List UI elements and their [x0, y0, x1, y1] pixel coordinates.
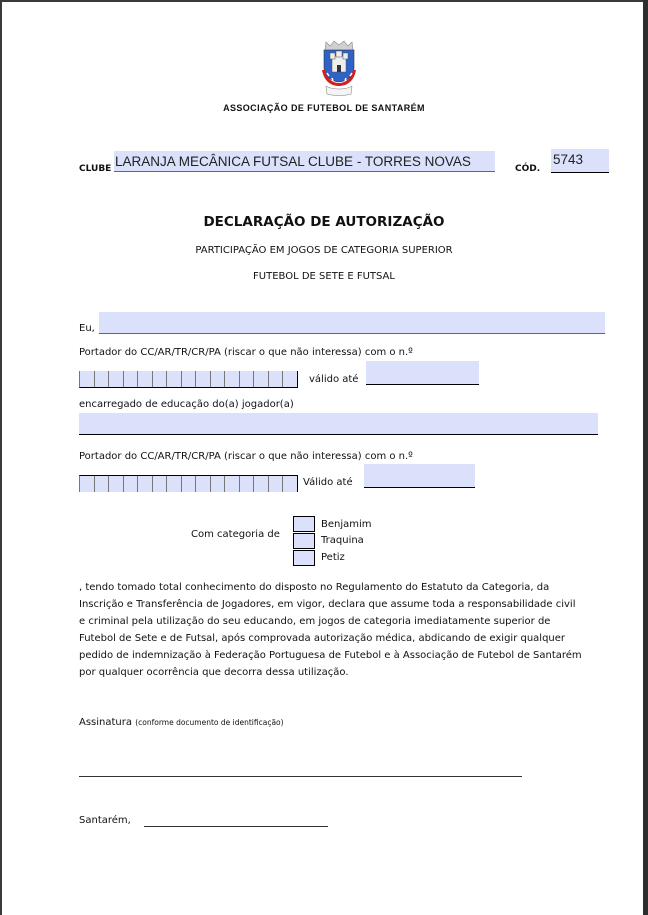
- id-document-label-2: Portador do CC/AR/TR/CR/PA (riscar o que não interessa) com o n.º: [79, 451, 413, 462]
- id-digit-box[interactable]: [80, 371, 95, 387]
- category-label: Com categoria de: [191, 529, 280, 540]
- id-digit-box[interactable]: [124, 371, 139, 387]
- id-digit-box[interactable]: [167, 476, 182, 492]
- club-underline: [114, 171, 495, 172]
- club-label: CLUBE: [79, 164, 112, 174]
- valid-until-field-1[interactable]: [366, 361, 479, 385]
- id-digit-box[interactable]: [225, 476, 240, 492]
- id-digit-box[interactable]: [283, 476, 298, 492]
- id-digit-box[interactable]: [95, 371, 110, 387]
- id-digit-box[interactable]: [225, 371, 240, 387]
- document-subtitle-1: PARTICIPAÇÃO EM JOGOS DE CATEGORIA SUPERIOR: [195, 245, 453, 256]
- eu-label: Eu,: [79, 323, 95, 334]
- declaration-paragraph: [79, 579, 601, 681]
- id-digit-box[interactable]: [138, 476, 153, 492]
- document-subtitle-2: FUTEBOL DE SETE E FUTSAL: [253, 271, 395, 282]
- window-top-border: [0, 0, 648, 2]
- valid-until-field-2[interactable]: [364, 464, 475, 488]
- signature-line[interactable]: [79, 776, 522, 777]
- id-digit-box[interactable]: [109, 476, 124, 492]
- signature-label-text: Assinatura: [79, 717, 133, 728]
- signature-note: (conforme documento de identificação): [135, 718, 284, 727]
- date-line[interactable]: [144, 826, 328, 827]
- declaration-line: Inscrição e Transferência de Jogadores, em vigor, declara que assume toda a responsabilidade civil: [79, 599, 576, 610]
- category-option-petiz: Petiz: [321, 552, 345, 563]
- id-digit-box[interactable]: [124, 476, 139, 492]
- category-checkbox-traquina[interactable]: [293, 533, 315, 549]
- id-digit-box[interactable]: [182, 476, 197, 492]
- place-label: Santarém,: [79, 815, 131, 826]
- id-digit-box[interactable]: [211, 371, 226, 387]
- id-digit-box[interactable]: [167, 371, 182, 387]
- valid-until-label-1: válido até: [309, 374, 359, 385]
- id-digit-box[interactable]: [240, 476, 255, 492]
- id-digit-box[interactable]: [254, 476, 269, 492]
- signature-label: [79, 717, 284, 728]
- guardian-label: encarregado de educação do(a) jogador(a): [79, 399, 294, 410]
- document-title: DECLARAÇÃO DE AUTORIZAÇÃO: [203, 214, 445, 230]
- player-name-field[interactable]: [79, 413, 598, 435]
- id-digit-box[interactable]: [153, 476, 168, 492]
- declarant-name-field[interactable]: [99, 312, 605, 334]
- declaration-line: pedido de indemnização à Federação Portuguesa de Futebol e à Associação de Futebol de Santarém: [79, 650, 582, 661]
- id-digit-box[interactable]: [269, 476, 284, 492]
- category-option-benjamim: Benjamim: [321, 519, 372, 530]
- code-label: CÓD.: [515, 164, 541, 174]
- id-digit-box[interactable]: [254, 371, 269, 387]
- id-digit-box[interactable]: [182, 371, 197, 387]
- category-checkbox-petiz[interactable]: [293, 550, 315, 566]
- club-name-value[interactable]: LARANJA MECÂNICA FUTSAL CLUBE - TORRES NOVAS: [115, 154, 471, 169]
- id-digit-box[interactable]: [196, 371, 211, 387]
- declaration-line: Futebol de Sete e de Futsal, após comprovada autorização médica, abdicando de exigir qualquer: [79, 633, 566, 644]
- id-digit-box[interactable]: [109, 371, 124, 387]
- window-right-border: [643, 0, 648, 915]
- window-left-border: [0, 0, 2, 915]
- id-digit-box[interactable]: [138, 371, 153, 387]
- id-digit-box[interactable]: [95, 476, 110, 492]
- afs-crest-logo: [318, 40, 360, 96]
- id-digit-box[interactable]: [240, 371, 255, 387]
- id-number-boxes-1[interactable]: [79, 371, 298, 388]
- id-number-boxes-2[interactable]: [79, 475, 298, 492]
- declaration-line: e criminal pela utilização do seu educando, em jogos de categoria imediatamente superior de: [79, 616, 551, 627]
- valid-until-label-2: Válido até: [303, 477, 353, 488]
- code-underline: [551, 172, 609, 173]
- category-option-traquina: Traquina: [321, 535, 364, 546]
- id-digit-box[interactable]: [153, 371, 168, 387]
- declaration-line: por qualquer ocorrência que decorra dessa utilização.: [79, 667, 349, 678]
- id-digit-box[interactable]: [211, 476, 226, 492]
- id-digit-box[interactable]: [80, 476, 95, 492]
- id-digit-box[interactable]: [283, 371, 298, 387]
- code-value[interactable]: 5743: [553, 152, 584, 167]
- declaration-line: , tendo tomado total conhecimento do disposto no Regulamento do Estatuto da Categoria, da: [79, 582, 550, 593]
- id-digit-box[interactable]: [269, 371, 284, 387]
- id-document-label-1: Portador do CC/AR/TR/CR/PA (riscar o que não interessa) com o n.º: [79, 347, 413, 358]
- id-digit-box[interactable]: [196, 476, 211, 492]
- category-checkbox-benjamim[interactable]: [293, 516, 315, 532]
- organization-name: ASSOCIAÇÃO DE FUTEBOL DE SANTARÉM: [223, 103, 425, 113]
